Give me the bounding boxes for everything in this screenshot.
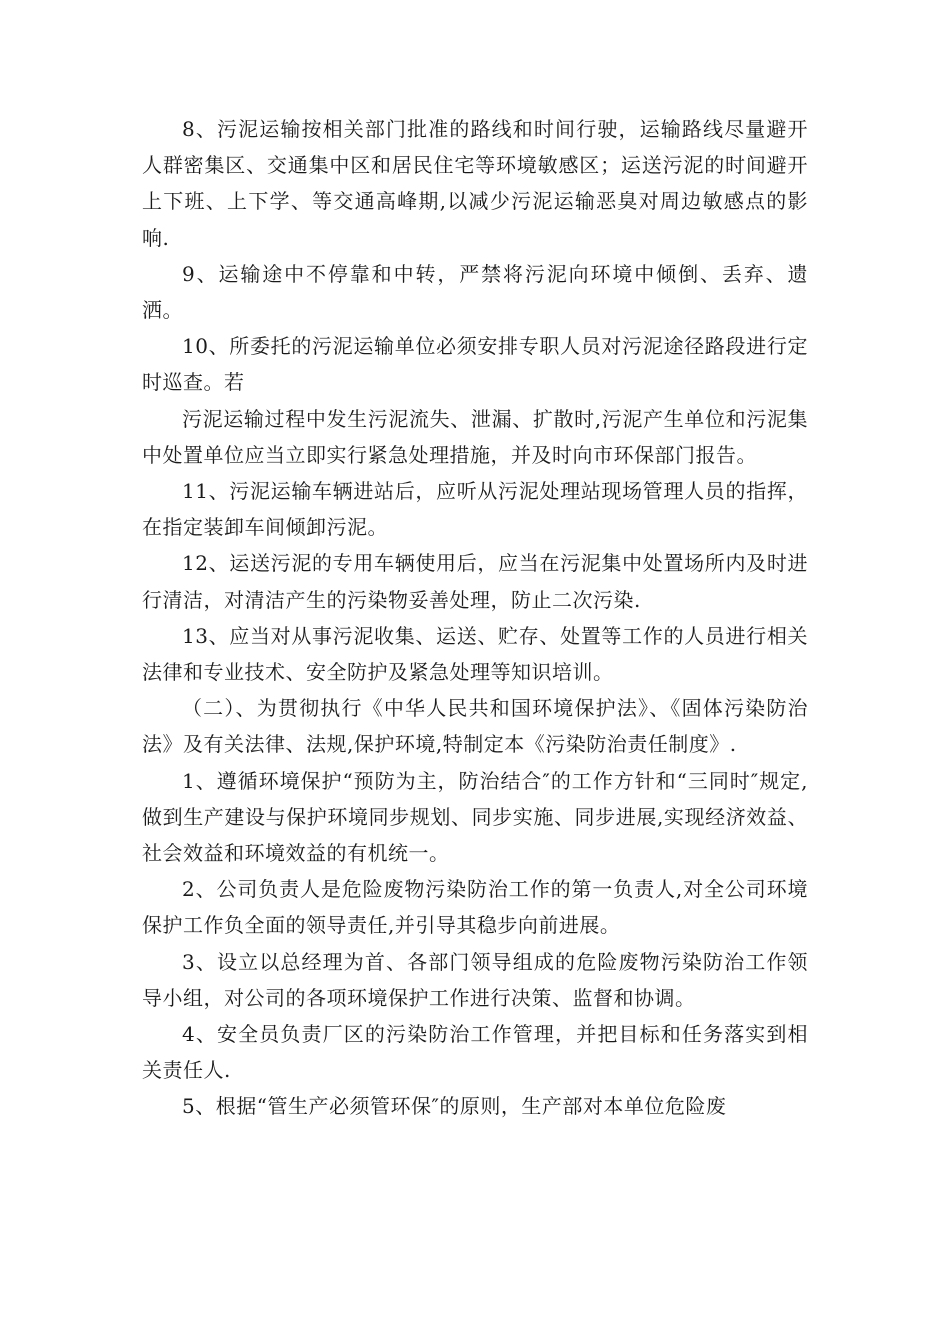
paragraph-continuation: 污泥运输过程中发生污泥流失、泄漏、扩散时,污泥产生单位和污泥集中处置单位应当立即实行紧急处理措施，并及时向市环保部门报告。 xyxy=(142,406,808,467)
paragraph-item-5: 5、根据“管生产必须管环保″的原则，生产部对本单位危险废 xyxy=(182,1094,727,1119)
paragraph-item-10: 10、所委托的污泥运输单位必须安排专职人员对污泥途径路段进行定时巡查。若 xyxy=(142,334,808,395)
paragraph-item-9: 9、运输途中不停靠和中转，严禁将污泥向环境中倾倒、丢弃、遗洒。 xyxy=(142,261,808,323)
paragraph-item-3: 3、设立以总经理为首、各部门领导组成的危险废物污染防治工作领导小组，对公司的各项环境保护工作进行决策、监督和协调。 xyxy=(142,949,808,1010)
paragraph-item-4: 4、安全员负责厂区的污染防治工作管理，并把目标和任务落实到相关责任人. xyxy=(142,1022,808,1083)
paragraph-item-8: 8、污泥运输按相关部门批准的路线和时间行驶，运输路线尽量避开人群密集区、交通集中区和居民住宅等环境敏感区；运送污泥的时间避开上下班、上下学、等交通高峰期,以减少污泥运输恶臭对周边敏感点的影响. xyxy=(142,117,808,250)
paragraph-item-11: 11、污泥运输车辆进站后，应听从污泥处理站现场管理人员的指挥，在指定装卸车间倾卸污泥。 xyxy=(142,479,808,540)
paragraph-item-13: 13、应当对从事污泥收集、运送、贮存、处置等工作的人员进行相关法律和专业技术、安全防护及紧急处理等知识培训。 xyxy=(142,623,808,685)
paragraph-item-1: 1、遵循环境保护“预防为主，防治结合″的工作方针和“三同时″规定,做到生产建设与保护环境同步规划、同步实施、同步进展,实现经济效益、社会效益和环境效益的有机统一。 xyxy=(142,768,808,866)
paragraph-item-12: 12、运送污泥的专用车辆使用后，应当在污泥集中处置场所内及时进行清洁，对清洁产生的污染物妥善处理，防止二次污染. xyxy=(142,551,808,612)
section-heading-paragraph: （二）、为贯彻执行《中华人民共和国环境保护法》、《固体污染防治法》及有关法律、法规,保护环境,特制定本《污染防治责任制度》. xyxy=(142,696,808,757)
paragraph-item-2: 2、公司负责人是危险废物污染防治工作的第一负责人,对全公司环境保护工作负全面的领导责任,并引导其稳步向前进展。 xyxy=(142,877,808,938)
document-body xyxy=(142,111,808,1125)
